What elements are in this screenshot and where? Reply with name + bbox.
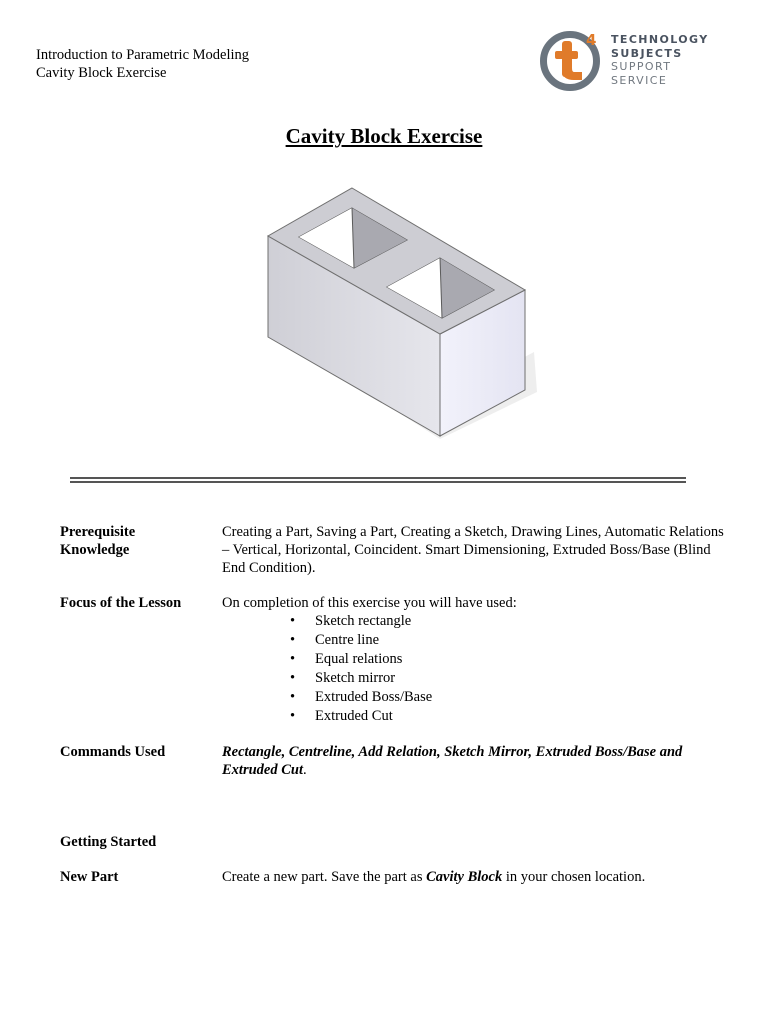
list-item: • Sketch mirror: [222, 669, 732, 688]
t4-logo: [538, 30, 728, 92]
focus-list: [222, 612, 732, 726]
getting-started-label: Getting Started: [60, 834, 157, 850]
prerequisite-label-line2: Knowledge: [60, 542, 130, 558]
focus-intro: On completion of this exercise you will have used:: [222, 595, 517, 611]
prerequisite-text: Creating a Part, Saving a Part, Creating a Sketch, Drawing Lines, Automatic Relations – Vertical, Horizontal, Coincident. Smart Dimensioning, Extruded Boss/Base (Blind End Condition).: [222, 524, 724, 576]
t4-logo-mark-icon: [538, 30, 610, 94]
logo-superscript: 4: [586, 31, 597, 49]
prerequisite-label-line1: Prerequisite: [60, 524, 136, 540]
commands-label: Commands Used: [60, 744, 166, 760]
logo-word-technology: TECHNOLOGY: [611, 33, 709, 46]
focus-label: Focus of the Lesson: [60, 595, 182, 611]
list-item: • Extruded Boss/Base: [222, 688, 732, 707]
new-part-text-after: in your chosen location.: [502, 869, 646, 885]
logo-wordmark: [611, 33, 709, 87]
commands-trailing: .: [302, 762, 307, 778]
logo-word-service: SERVICE: [611, 73, 668, 87]
logo-word-support: SUPPORT: [611, 60, 672, 73]
focus-content: [222, 594, 732, 726]
list-item: • Extruded Cut: [222, 707, 732, 726]
cavity-block-isometric-icon: [262, 182, 542, 444]
list-item: • Equal relations: [222, 650, 732, 669]
new-part-label: New Part: [60, 869, 119, 885]
cavity-block-figure: [262, 182, 542, 449]
logo-word-subjects: SUBJECTS: [611, 46, 683, 60]
header-exercise-title: Cavity Block Exercise: [36, 65, 167, 81]
section-divider: [70, 477, 686, 483]
commands-content: [222, 743, 732, 779]
document-header: [36, 46, 249, 82]
header-course-title: Introduction to Parametric Modeling: [36, 47, 250, 63]
new-part-text-before: Create a new part. Save the part as: [222, 869, 427, 885]
list-item: • Sketch rectangle: [222, 612, 732, 631]
prerequisite-label: [60, 523, 210, 559]
page-title: Cavity Block Exercise: [285, 124, 483, 148]
list-item: • Centre line: [222, 631, 732, 650]
new-part-content: [222, 868, 732, 886]
new-part-highlight: Cavity Block: [426, 869, 503, 885]
commands-text: Rectangle, Centreline, Add Relation, Sketch Mirror, Extruded Boss/Base and Extruded Cut: [222, 744, 683, 778]
